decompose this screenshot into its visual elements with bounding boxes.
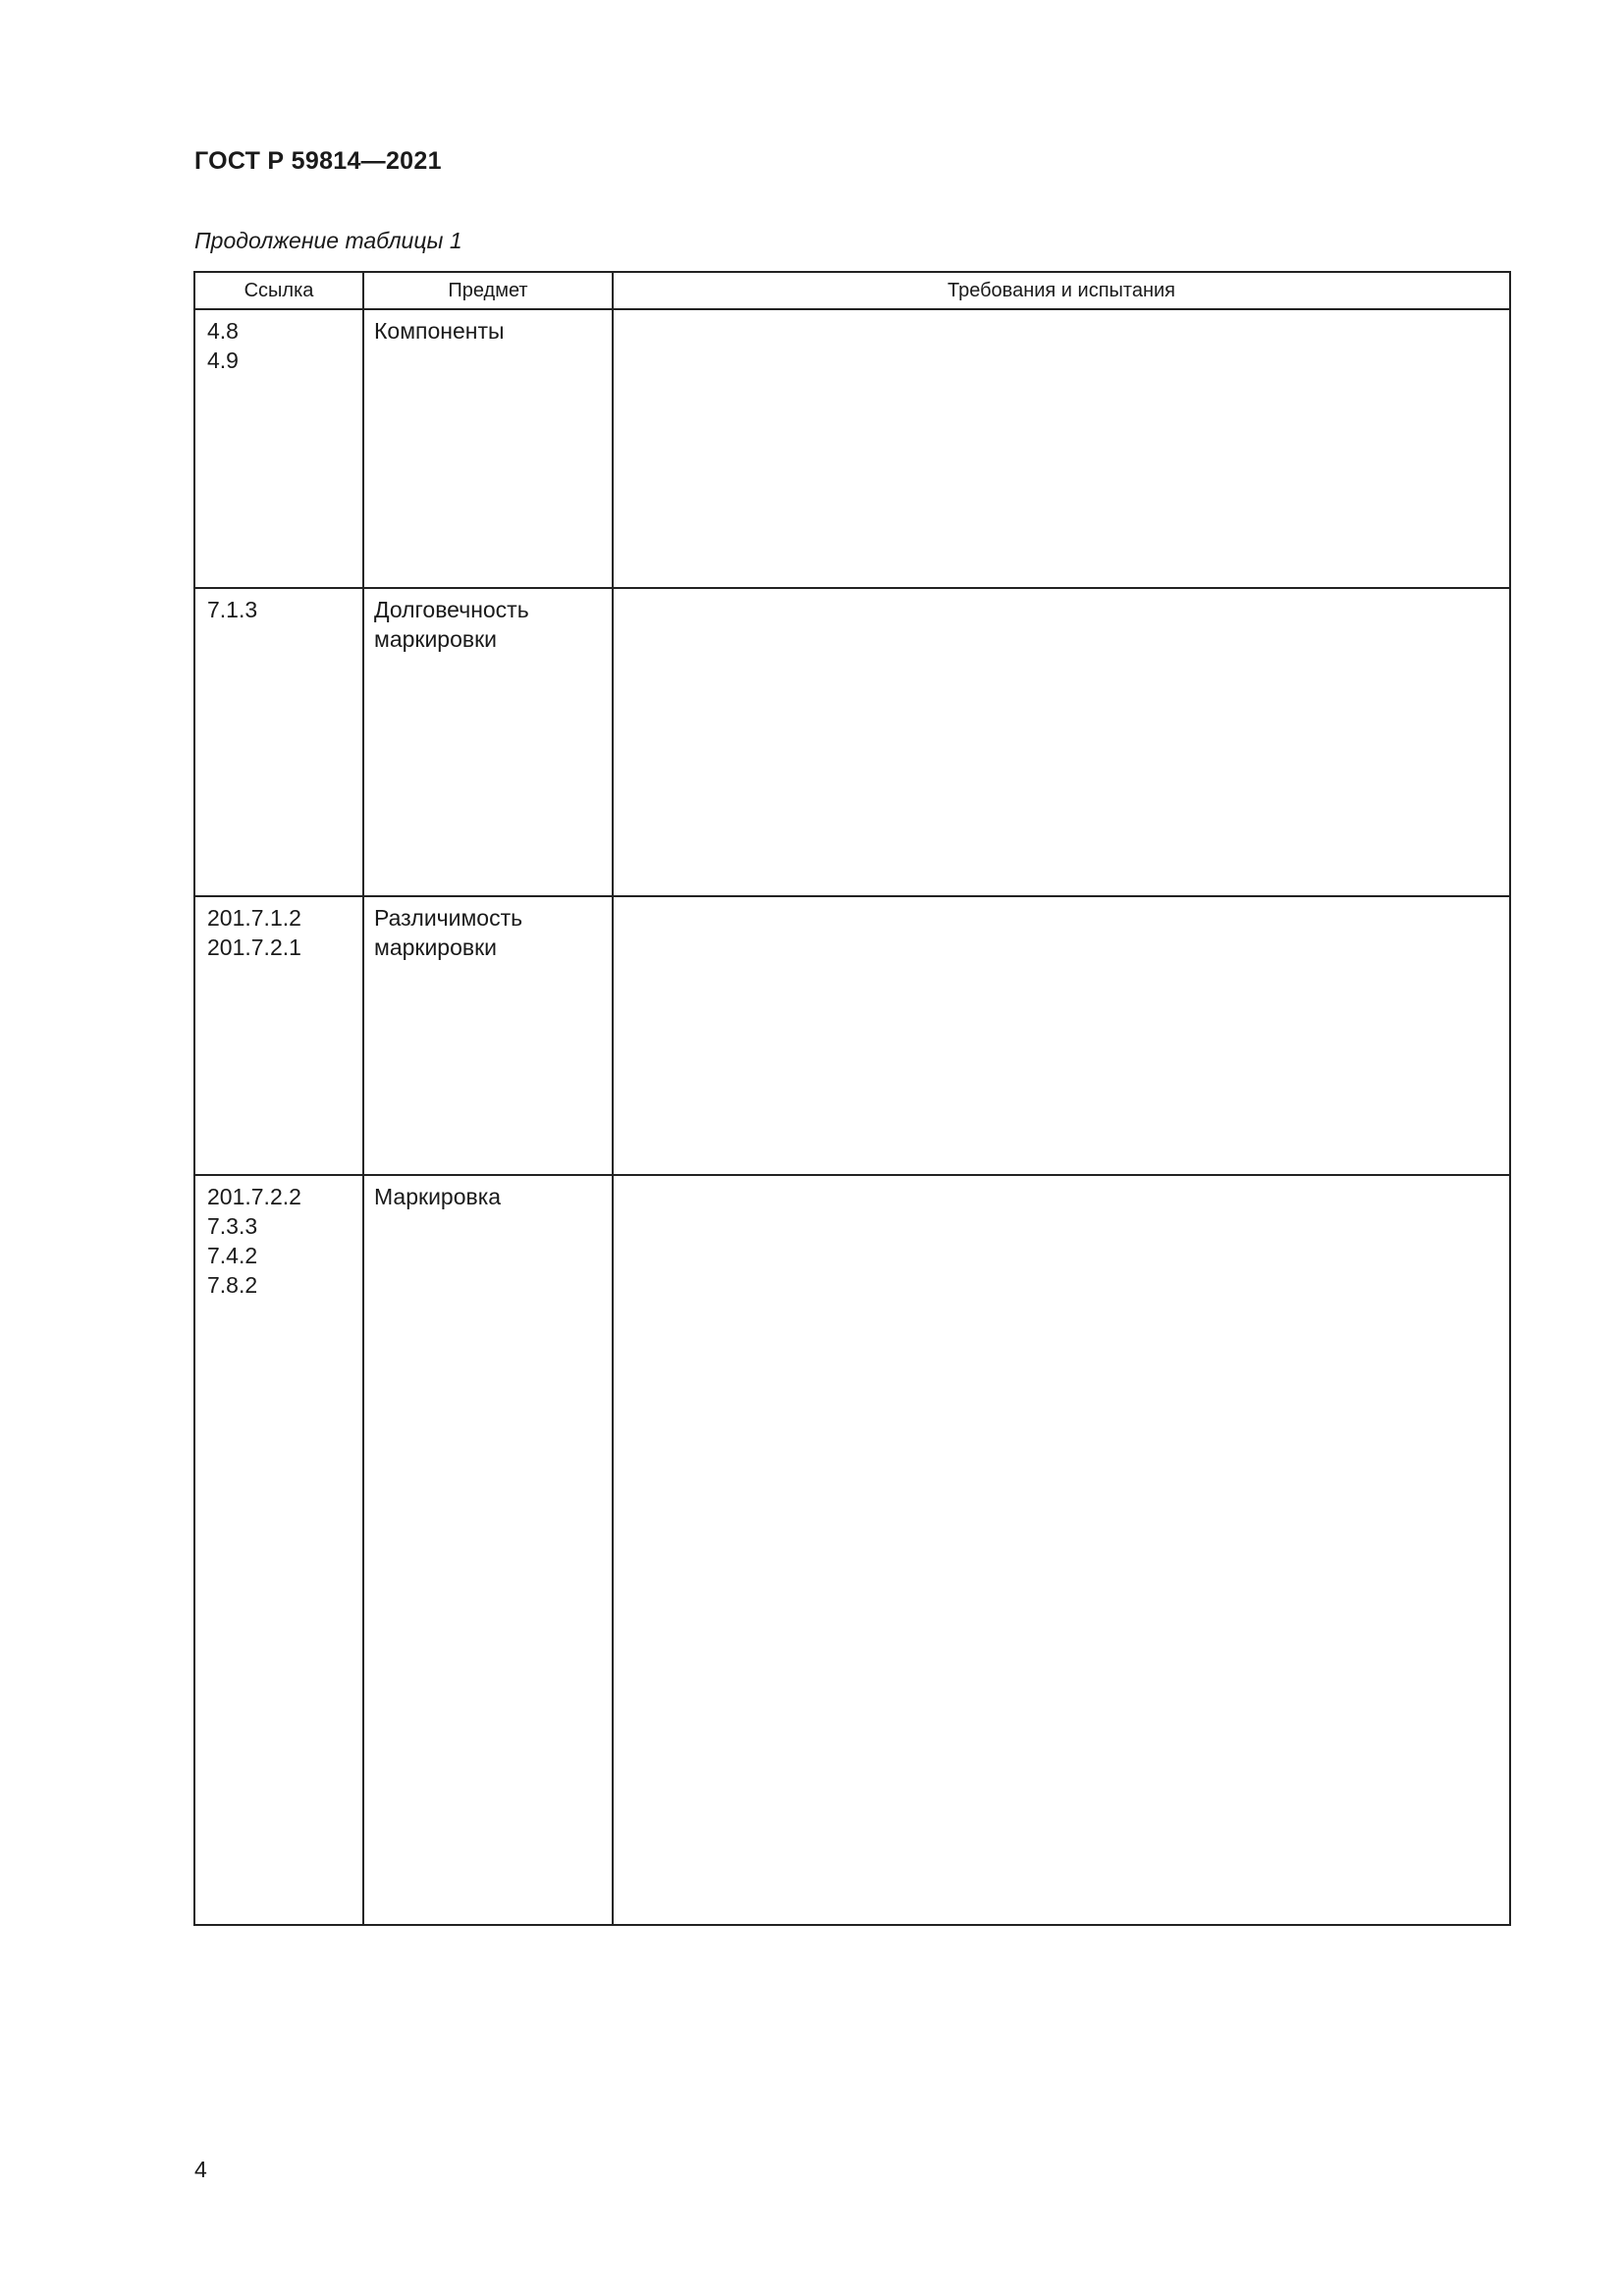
table-caption: Продолжение таблицы 1 <box>194 228 462 253</box>
subject-cell: Компоненты <box>363 309 613 588</box>
requirements-cell <box>613 588 1510 896</box>
requirement-line <box>623 1109 1499 1139</box>
requirement-line <box>623 1830 1499 1859</box>
requirement-line <box>623 991 1499 1021</box>
reference-cell <box>194 1175 363 1925</box>
reference-number: 7.4.2 <box>207 1243 258 1268</box>
table-row <box>194 896 1510 1175</box>
subject-cell: Маркировка <box>363 1175 613 1925</box>
requirement-line <box>623 654 1499 683</box>
requirement-line <box>623 1241 1499 1270</box>
column-header-reference: Ссылка <box>194 272 363 309</box>
subject-cell: Различимость маркировки <box>363 896 613 1175</box>
requirement-line <box>623 1565 1499 1594</box>
column-header-subject: Предмет <box>363 272 613 309</box>
requirement-line <box>623 522 1499 552</box>
requirements-cell <box>613 896 1510 1175</box>
table-header-row <box>194 272 1510 309</box>
requirement-line <box>623 1594 1499 1624</box>
reference-cell <box>194 309 363 588</box>
document-code-header: ГОСТ Р 59814—2021 <box>194 147 442 175</box>
requirement-line <box>623 1300 1499 1329</box>
requirement-line <box>623 1653 1499 1682</box>
reference-number: 201.7.2.1 <box>207 934 301 960</box>
requirement-line <box>623 1741 1499 1771</box>
reference-number: 7.3.3 <box>207 1213 258 1239</box>
requirement-line <box>623 595 1499 624</box>
requirement-line <box>623 801 1499 830</box>
requirement-line <box>623 1447 1499 1476</box>
requirement-line <box>623 1859 1499 1889</box>
requirement-line <box>623 624 1499 654</box>
reference-number: 201.7.1.2 <box>207 905 301 931</box>
requirement-line <box>623 830 1499 860</box>
reference-number: 7.8.2 <box>207 1272 258 1298</box>
subject-cell: Долговечность маркировки <box>363 588 613 896</box>
requirement-line <box>623 1682 1499 1712</box>
requirement-line <box>623 375 1499 404</box>
requirement-line <box>623 1139 1499 1168</box>
requirement-line <box>623 860 1499 889</box>
requirement-line <box>623 962 1499 991</box>
requirement-line <box>623 493 1499 522</box>
requirement-line <box>623 903 1499 933</box>
requirement-line <box>623 1080 1499 1109</box>
page-number: 4 <box>194 2157 207 2182</box>
requirements-table <box>193 271 1511 1926</box>
reference-number: 4.8 <box>207 318 239 344</box>
reference-number: 4.9 <box>207 347 239 373</box>
requirement-line <box>623 346 1499 375</box>
requirement-line <box>623 713 1499 742</box>
requirement-line <box>623 1417 1499 1447</box>
requirement-line <box>623 1535 1499 1565</box>
requirements-cell <box>613 309 1510 588</box>
requirement-line <box>623 1476 1499 1506</box>
requirement-line <box>623 1182 1499 1211</box>
requirement-line <box>623 933 1499 962</box>
requirement-line <box>623 404 1499 434</box>
table-row <box>194 1175 1510 1925</box>
table-body <box>194 309 1510 1925</box>
reference-cell <box>194 896 363 1175</box>
requirement-line <box>623 1270 1499 1300</box>
requirement-line <box>623 463 1499 493</box>
requirement-line <box>623 683 1499 713</box>
requirement-line <box>623 1771 1499 1800</box>
requirement-line <box>623 772 1499 801</box>
reference-cell <box>194 588 363 896</box>
requirement-line <box>623 1388 1499 1417</box>
requirement-line <box>623 552 1499 581</box>
column-header-requirements: Требования и испытания <box>613 272 1510 309</box>
table-row <box>194 588 1510 896</box>
requirement-line <box>623 1329 1499 1359</box>
requirement-line <box>623 1211 1499 1241</box>
requirement-line <box>623 1712 1499 1741</box>
requirement-line <box>623 1359 1499 1388</box>
requirement-line <box>623 1800 1499 1830</box>
requirement-line <box>623 1624 1499 1653</box>
requirement-line <box>623 1021 1499 1050</box>
requirement-line <box>623 434 1499 463</box>
requirement-line <box>623 742 1499 772</box>
reference-number: 201.7.2.2 <box>207 1184 301 1209</box>
table-row <box>194 309 1510 588</box>
requirements-cell <box>613 1175 1510 1925</box>
requirement-line <box>623 1506 1499 1535</box>
reference-number: 7.1.3 <box>207 597 258 622</box>
requirement-line <box>623 1889 1499 1918</box>
requirement-line <box>623 1050 1499 1080</box>
requirement-line <box>623 316 1499 346</box>
